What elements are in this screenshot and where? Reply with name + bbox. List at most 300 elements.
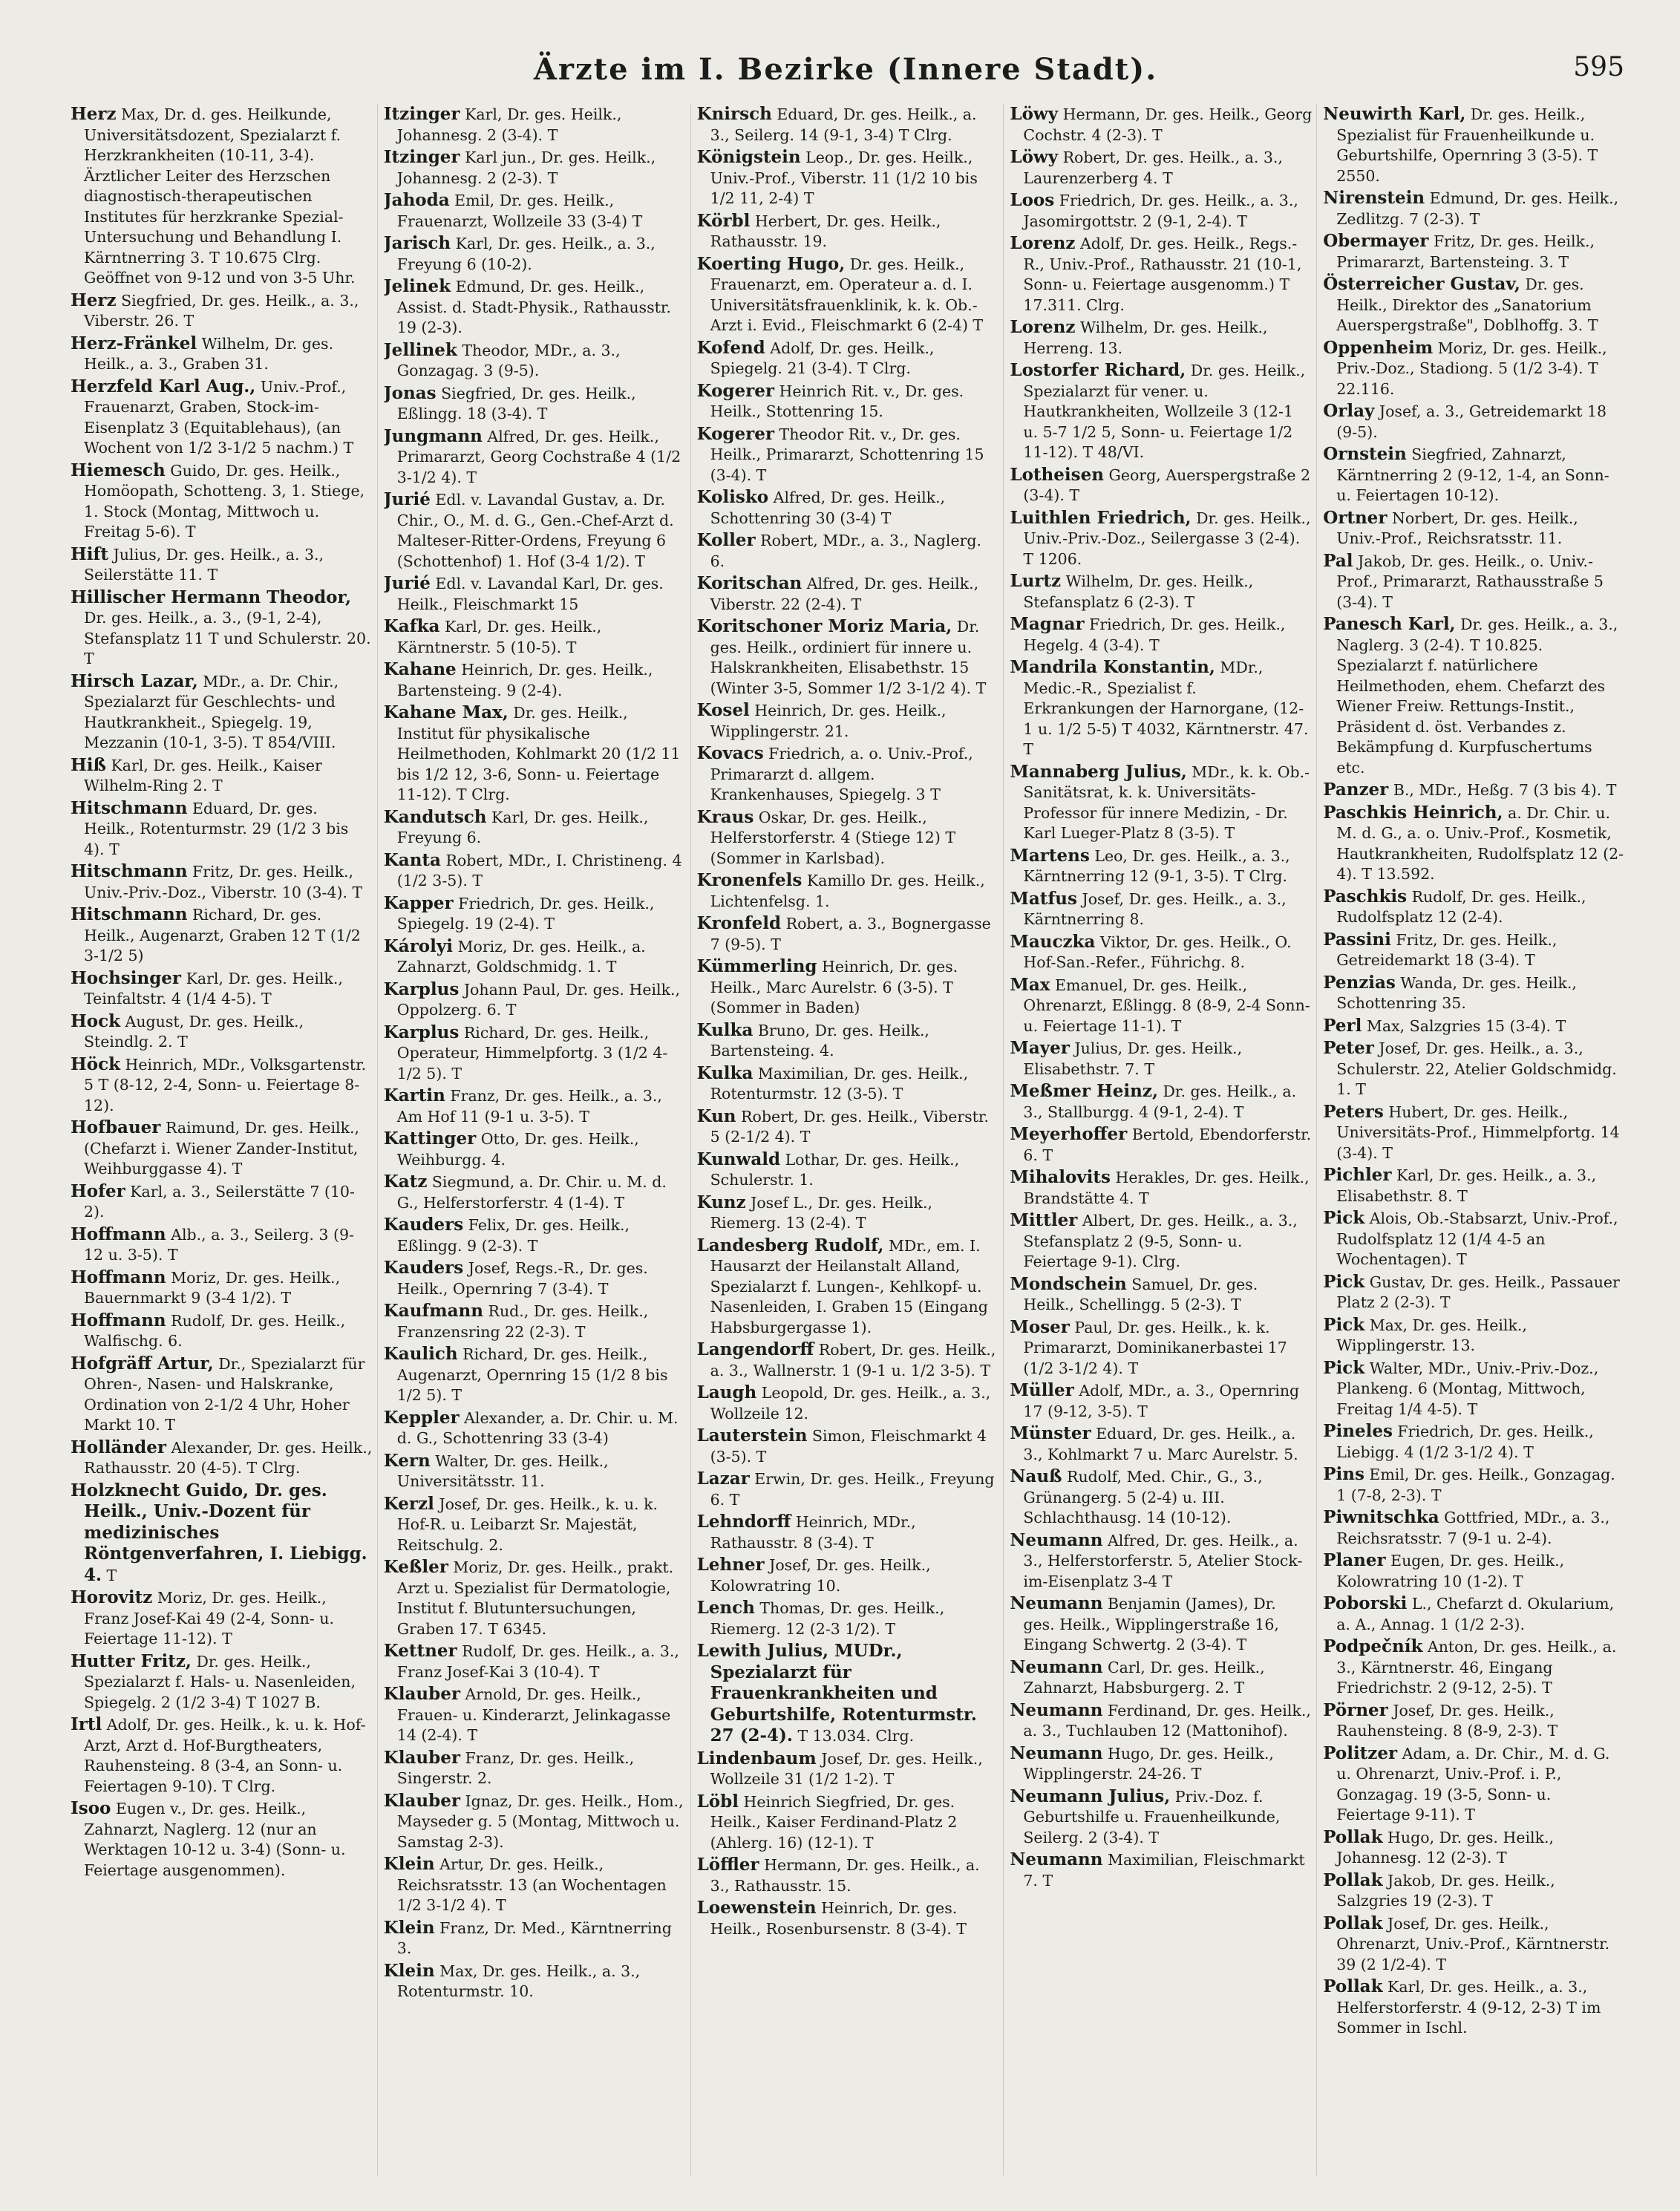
directory-entry: [1010, 762, 1312, 844]
directory-entry: [1010, 1038, 1312, 1080]
directory-entry: [384, 616, 686, 658]
entry-name: Panesch Karl,: [1323, 614, 1456, 634]
entry-details: Walter, Dr. ges. Heilk., Universitätsstr. 11.: [396, 1451, 609, 1490]
entry-name: Kogerer: [696, 380, 775, 401]
directory-entry: [71, 376, 373, 459]
directory-entry: [1010, 975, 1312, 1037]
entry-name: Kosel: [696, 700, 750, 720]
entry-details: Robert, Dr. ges. Heilk., a. 3., Wallnerstr. 1 (9-1 u. 1/2 3-5). T: [710, 1341, 996, 1379]
entry-name: Paschkis: [1323, 886, 1408, 907]
entry-details: Dr. ges. Heilk., a. 3., (9-1, 2-4), Stefansplatz 11 T und Schulerstr. 20. T: [84, 609, 371, 667]
entry-details: Eugen v., Dr. ges. Heilk., Zahnarzt, Naglerg. 12 (nur an Werktagen 10-12 u. 3-4) (Sonn- u. Feiertage ausgenommen).: [84, 1800, 346, 1879]
entry-name: Mittler: [1010, 1210, 1078, 1230]
entry-name: Herzfeld Karl Aug.,: [71, 376, 256, 396]
directory-entry: [384, 489, 686, 572]
entry-details: Dr. ges. Heilk., Spezialarzt f. Hals- u. Nasenleiden, Spiegelg. 2 (1/2 3-4) T 1027 B.: [84, 1652, 356, 1711]
entry-name: Keppler: [383, 1407, 460, 1428]
entry-details: Friedrich, a. o. Univ.-Prof., Primararzt d. allgem. Krankenhauses, Spiegelg. 3 T: [710, 745, 973, 803]
entry-name: Pichler: [1323, 1165, 1392, 1185]
directory-entry: [384, 1258, 686, 1299]
directory-entry: [384, 1085, 686, 1127]
directory-entry: [384, 1684, 686, 1746]
entry-details: Heinrich Rit. v., Dr. ges. Heilk., Stottenring 15.: [710, 382, 964, 420]
entry-name: Pineles: [1323, 1421, 1393, 1441]
entry-name: Kafka: [383, 616, 440, 636]
directory-entry: [384, 426, 686, 489]
entry-name: Mayer: [1010, 1038, 1070, 1058]
entry-details: Karl jun., Dr. ges. Heilk., Johannesg. 2 (2-3). T: [396, 148, 656, 187]
entry-name: Kartin: [383, 1085, 445, 1106]
entry-name: Hitschmann: [71, 797, 188, 818]
entry-details: Leopold, Dr. ges. Heilk., a. 3., Wollzeile 12.: [710, 1384, 991, 1423]
directory-entry: [697, 700, 999, 742]
entry-details: Alfred, Dr. ges. Heilk., Primararzt, Georg Cochstraße 4 (1/2 3-1/2 4). T: [396, 427, 682, 486]
entry-name: Hochsinger: [71, 967, 182, 988]
entry-name: Pal: [1323, 550, 1353, 571]
entry-details: T 13.034. Clrg.: [792, 1727, 915, 1745]
directory-entry: [384, 276, 686, 339]
directory-entry: [1010, 147, 1312, 189]
entry-name: Neumann: [1010, 1743, 1103, 1763]
entry-details: Dr. ges. Heilk., Spezialist für Frauenheilkunde u. Geburtshilfe, Opernring 3 (3-5). T 2550.: [1336, 105, 1598, 185]
entry-details: Carl, Dr. ges. Heilk., Zahnarzt, Habsburgerg. 2. T: [1023, 1658, 1265, 1696]
entry-name: Pick: [1323, 1314, 1365, 1335]
entry-details: Emil, Dr. ges. Heilk., Gonzagag. 1 (7-8, 2-3). T: [1336, 1466, 1615, 1504]
directory-column: [71, 104, 378, 2175]
directory-entry: [1010, 1210, 1312, 1273]
entry-details: Samuel, Dr. ges. Heilk., Schellingg. 5 (2-3). T: [1023, 1275, 1258, 1313]
directory-entry: [697, 870, 999, 912]
directory-entry: [384, 1451, 686, 1492]
directory-entry: [697, 1339, 999, 1381]
directory-entry: [384, 1557, 686, 1639]
directory-entry: [1323, 1636, 1625, 1699]
directory-column: [1323, 104, 1630, 2175]
entry-details: Karl, Dr. ges. Heilk., Kärntnerstr. 5 (10-5). T: [396, 618, 602, 656]
entry-details: Guido, Dr. ges. Heilk., Homöopath, Schotteng. 3, 1. Stiege, 1. Stock (Montag, Mittwoch u. Freitag 5-6). T: [84, 461, 365, 540]
directory-entry: [697, 807, 999, 869]
entry-name: Kettner: [383, 1641, 457, 1661]
entry-details: Dr. ges. Heilk., Univ.-Priv.-Doz., Seilergasse 3 (2-4). T 1206.: [1023, 509, 1311, 568]
directory-entry: [384, 659, 686, 701]
directory-entry: [71, 968, 373, 1010]
entry-name: Holländer: [71, 1437, 167, 1457]
entry-details: Theodor Rit. v., Dr. ges. Heilk., Primararzt, Schottenring 15 (3-4). T: [710, 425, 984, 484]
directory-entry: [697, 1063, 999, 1105]
entry-details: Arnold, Dr. ges. Heilk., Frauen- u. Kinderarzt, Jelinkagasse 14 (2-4). T: [396, 1685, 671, 1744]
directory-entry: [1010, 846, 1312, 887]
entry-details: Robert, MDr., a. 3., Naglerg. 6.: [710, 532, 982, 570]
directory-entry: [1323, 1358, 1625, 1420]
entry-name: Kronfeld: [696, 913, 782, 933]
entry-name: Isoo: [71, 1798, 111, 1818]
directory-entry: [1010, 1530, 1312, 1593]
directory-entry: [71, 1267, 373, 1309]
directory-entry: [384, 702, 686, 806]
entry-details: Wilhelm, Dr. ges. Heilk., Herreng. 13.: [1023, 319, 1268, 357]
directory-entry: [1010, 508, 1312, 570]
entry-name: Klein: [383, 1854, 435, 1874]
entry-name: Magnar: [1010, 614, 1085, 634]
directory-entry: [1010, 1380, 1312, 1422]
entry-name: Müller: [1010, 1380, 1074, 1400]
entry-details: Leo, Dr. ges. Heilk., a. 3., Kärntnerring 12 (9-1, 3-5). T Clrg.: [1023, 846, 1290, 885]
directory-entry: [1010, 233, 1312, 316]
entry-details: Artur, Dr. ges. Heilk., Reichsratsstr. 13 (an Wochentagen 1/2 3-1/2 4). T: [396, 1855, 667, 1914]
entry-name: Loos: [1010, 190, 1055, 210]
directory-column: [1010, 104, 1317, 2175]
entry-details: Heinrich, Dr. ges. Heilk., Wipplingerstr. 21.: [710, 702, 947, 740]
directory-entry: [1323, 338, 1625, 400]
entry-name: Ortner: [1323, 507, 1388, 528]
directory-entry: [1323, 1507, 1625, 1549]
entry-details: Dr. ges. Heilk., ordiniert für innere u. Halskrankheiten, Elisabethstr. 15 (Winter 3-5, Sommer 1/2 3-1/2 4). T: [710, 618, 987, 697]
directory-entry: [1010, 657, 1312, 760]
entry-details: Friedrich, Dr. ges. Heilk., Hegelg. 4 (3-4). T: [1023, 615, 1286, 654]
entry-details: Alfred, Dr. ges. Heilk., Viberstr. 22 (2-4). T: [710, 575, 979, 613]
entry-name: Meßmer Heinz,: [1010, 1081, 1158, 1101]
entry-details: Otto, Dr. ges. Heilk., Weihburgg. 4.: [396, 1130, 639, 1169]
entry-name: Irtl: [71, 1714, 102, 1734]
directory-entry: [1323, 803, 1625, 885]
entry-details: Fritz, Dr. ges. Heilk., Primararzt, Bartensteing. 3. T: [1336, 232, 1595, 271]
directory-entry: [1010, 1167, 1312, 1209]
directory-entry: [71, 544, 373, 586]
directory-entry: [71, 798, 373, 860]
entry-name: Kunz: [696, 1192, 746, 1212]
entry-details: Richard, Dr. ges. Heilk., Operateur, Himmelpfortg. 3 (1/2 4-1/2 5). T: [396, 1023, 668, 1082]
directory-entry: [384, 1961, 686, 2002]
entry-name: Klauber: [383, 1790, 460, 1811]
entry-name: Herz: [71, 104, 117, 124]
directory-entry: [384, 807, 686, 849]
entry-details: Alois, Ob.-Stabsarzt, Univ.-Prof., Rudolfsplatz 12 (1/4 4-5 an Wochentagen). T: [1336, 1209, 1618, 1268]
entry-details: Franz, Dr. ges. Heilk., Singerstr. 2.: [396, 1748, 635, 1787]
entry-name: Klauber: [383, 1747, 460, 1768]
directory-entry: [697, 1641, 999, 1747]
entry-details: Franz, Dr. ges. Heilk., a. 3., Am Hof 11 (9-1 u. 3-5). T: [396, 1087, 662, 1126]
directory-entry: [71, 1117, 373, 1180]
entry-details: Dr. ges. Heilk., a. 3., Naglerg. 3 (2-4). T 10.825. Spezialarzt f. natürlichere Heilmethoden, ehem. Chefarzt des Wiener Freiw. Rettungs-Instit., Präsident d. öst. Verbandes z. Bekämpfung d. Kurpfuschertums etc.: [1336, 615, 1618, 777]
directory-entry: [1323, 188, 1625, 229]
directory-entry: [1323, 274, 1625, 336]
entry-name: Koritschan: [696, 573, 803, 593]
directory-entry: [697, 338, 999, 379]
entry-name: Hiemesch: [71, 460, 166, 480]
entry-name: Klauber: [383, 1684, 460, 1704]
entry-name: Loewenstein: [696, 1898, 817, 1918]
entry-details: Rudolf, Dr. ges. Heilk., a. 3., Franz Josef-Kai 3 (10-4). T: [396, 1642, 679, 1681]
entry-details: Dr. ges. Heilk., Spezialarzt für vener. u. Hautkrankheiten, Wollzeile 3 (12-1 u. 5-7 1/2 5, Sonn- u. Feiertage 1/2 11-12). T 48/VI.: [1023, 362, 1306, 461]
directory-entry: [1010, 1743, 1312, 1785]
entry-details: Robert, a. 3., Bognergasse 7 (9-5). T: [710, 915, 991, 953]
directory-entry: [1323, 551, 1625, 613]
entry-name: Jellinek: [383, 339, 457, 360]
directory-entry: [71, 1798, 373, 1881]
entry-details: Heinrich Siegfried, Dr. ges. Heilk., Kaiser Ferdinand-Platz 2 (Ahlerg. 16) (12-1). T: [710, 1792, 958, 1852]
entry-details: Julius, Dr. ges. Heilk., a. 3., Seilerstätte 11. T: [84, 545, 324, 584]
directory-entry: [384, 147, 686, 189]
entry-name: Panzer: [1323, 780, 1389, 800]
directory-entry: [1323, 1102, 1625, 1164]
entry-name: Hutter Fritz,: [71, 1650, 192, 1671]
entry-name: Orlay: [1323, 401, 1375, 421]
entry-details: Hermann, Dr. ges. Heilk., a. 3., Rathausstr. 15.: [710, 1856, 980, 1895]
directory-entry: [1323, 930, 1625, 971]
entry-details: Georg, Auerspergstraße 2 (3-4). T: [1023, 466, 1311, 504]
entry-details: Richard, Dr. ges. Heilk., Augenarzt, Opernring 15 (1/2 8 bis 1/2 5). T: [396, 1345, 668, 1404]
entry-details: Franz, Dr. Med., Kärntnerring 3.: [396, 1918, 672, 1957]
entry-name: Holzknecht Guido, Dr. ges. Heilk., Univ.-Dozent für medizinisches Röntgenverfahren, I. Liebigg. 4.: [71, 1480, 367, 1585]
entry-details: T: [102, 1566, 117, 1584]
entry-details: Maximilian, Dr. ges. Heilk., Rotenturmstr. 12 (3-5). T: [710, 1064, 969, 1103]
directory-entry: [1010, 1124, 1312, 1166]
entry-name: Jungmann: [383, 425, 483, 446]
directory-entry: [697, 104, 999, 146]
directory-entry: [384, 1918, 686, 1959]
entry-name: Hofgräff Artur,: [71, 1353, 214, 1374]
entry-details: Benjamin (James), Dr. ges. Heilk., Wipplingerstraße 16, Eingang Schwertg. 2 (3-4). T: [1023, 1595, 1279, 1653]
entry-details: Albert, Dr. ges. Heilk., a. 3., Stefansplatz 2 (9-5, Sonn- u. Feiertage 9-1). Clrg.: [1023, 1212, 1298, 1270]
directory-entry: [1323, 1016, 1625, 1037]
entry-name: Károlyi: [383, 935, 453, 956]
directory-column: [697, 104, 1004, 2175]
entry-name: Hofer: [71, 1180, 125, 1201]
directory-entry: [71, 460, 373, 543]
entry-name: Penzias: [1323, 972, 1396, 993]
entry-details: Lothar, Dr. ges. Heilk., Schulerstr. 1.: [710, 1150, 960, 1189]
entry-name: Pick: [1323, 1208, 1365, 1228]
entry-details: Max, Dr. d. ges. Heilkunde, Universitätsdozent, Spezialarzt f. Herzkrankheiten (10-11, 3-4). Ärztlicher Leiter des Herzschen diagnostisch-therapeutischen Institutes für herzkranke Spezial-Untersuchung und Behandlung I. Kärntnerring 3. T 10.675 Clrg. Geöffnet von 9-12 und von 3-5 Uhr.: [84, 105, 356, 287]
entry-name: Jurié: [383, 573, 431, 593]
entry-details: Bruno, Dr. ges. Heilk., Bartensteing. 4.: [710, 1021, 929, 1059]
directory-entry: [697, 1748, 999, 1790]
entry-details: B., MDr., Heßg. 7 (3 bis 4). T: [1388, 781, 1617, 799]
entry-name: Kauders: [383, 1215, 464, 1235]
entry-details: Hugo, Dr. ges. Heilk., Johannesg. 12 (2-3). T: [1336, 1828, 1555, 1867]
entry-details: Richard, Dr. ges. Heilk., Augenarzt, Graben 12 T (1/2 3-1/2 5): [84, 906, 361, 964]
directory-entry: [697, 1149, 999, 1191]
entry-name: Lotheisen: [1010, 464, 1104, 485]
directory-entry: [71, 1651, 373, 1714]
entry-name: Kunwald: [696, 1149, 781, 1169]
entry-details: Edl. v. Lavandal Gustav, a. Dr. Chir., O., M. d. G., Gen.-Chef-Arzt d. Malteser-Ritter-Ordens, Freyung 6 (Schottenhof) 1. Hof (3-4 1/2). T: [396, 491, 674, 570]
entry-name: Lewith Julius, MUDr., Spezialarzt für Frauenkrankheiten und Geburtshilfe, Rotenturmstr. 27 (2-4).: [696, 1641, 977, 1745]
entry-details: Siegfried, Dr. ges. Heilk., Eßlingg. 18 (3-4). T: [396, 384, 636, 422]
entry-details: Dr., Spezialarzt für Ohren-, Nasen- und Halskranke, Ordination von 2-1/2 4 Uhr, Hoher Markt 10. T: [84, 1354, 365, 1434]
directory-entry: [1323, 1315, 1625, 1356]
entry-details: Ignaz, Dr. ges. Heilk., Hom., Mayseder g. 5 (Montag, Mittwoch u. Samstag 2-3).: [396, 1792, 684, 1851]
entry-name: Hock: [71, 1010, 121, 1031]
directory-entry: [1323, 973, 1625, 1014]
directory-entry: [697, 1898, 999, 1939]
entry-name: Lehner: [696, 1555, 765, 1575]
entry-name: Neumann: [1010, 1656, 1103, 1677]
entry-details: Adolf, MDr., a. 3., Opernring 17 (9-12, 3-5). T: [1023, 1382, 1300, 1420]
entry-name: Neumann: [1010, 1849, 1103, 1869]
entry-details: Josef, Dr. ges. Heilk., Kolowratring 10.: [710, 1556, 931, 1595]
entry-details: Thomas, Dr. ges. Heilk., Riemerg. 12 (2-3 1/2). T: [710, 1599, 945, 1638]
entry-details: Leop., Dr. ges. Heilk., Univ.-Prof., Viberstr. 11 (1/2 10 bis 1/2 11, 2-4) T: [710, 148, 978, 207]
entry-name: Neuwirth Karl,: [1323, 104, 1466, 124]
entry-name: Hiß: [71, 754, 106, 775]
directory-entry: [1323, 1464, 1625, 1506]
entry-name: Politzer: [1323, 1743, 1398, 1763]
entry-details: Heinrich, Dr. ges. Heilk., Marc Aurelstr. 6 (3-5). T (Sommer in Baden): [710, 958, 958, 1016]
entry-name: Kovacs: [696, 743, 764, 763]
entry-details: Paul, Dr. ges. Heilk., k. k. Primararzt, Dominikanerbastei 17 (1/2 3-1/2 4). T: [1023, 1318, 1287, 1377]
entry-details: Viktor, Dr. ges. Heilk., O. Hof-San.-Refer., Führichg. 8.: [1023, 933, 1292, 971]
entry-name: Meyerhoffer: [1010, 1124, 1128, 1144]
entry-name: Hofbauer: [71, 1117, 161, 1137]
entry-name: Nirenstein: [1323, 188, 1425, 208]
entry-details: Hugo, Dr. ges. Heilk., Wipplingerstr. 24-26. T: [1023, 1744, 1274, 1783]
entry-name: Kümmerling: [696, 956, 817, 976]
directory-entry: [697, 956, 999, 1019]
entry-details: Eduard, Dr. ges. Heilk., Rotenturmstr. 29 (1/2 3 bis 4). T: [84, 799, 349, 858]
directory-entry: [71, 1714, 373, 1797]
entry-details: Karl, Dr. ges. Heilk., Johannesg. 2 (3-4). T: [396, 105, 622, 144]
entry-name: Luithlen Friedrich,: [1010, 507, 1192, 528]
entry-name: Peters: [1323, 1101, 1384, 1122]
entry-name: Lazar: [696, 1469, 750, 1489]
entry-details: Wanda, Dr. ges. Heilk., Schottenring 35.: [1336, 973, 1577, 1012]
entry-name: Kulka: [696, 1062, 754, 1083]
entry-details: Karl, Dr. ges. Heilk., Freyung 6.: [396, 808, 649, 846]
entry-details: Heinrich, MDr., Volksgartenstr. 5 T (8-12, 2-4, Sonn- u. Feiertage 8-12).: [84, 1055, 367, 1114]
entry-details: Jakob, Dr. ges. Heilk., Salzgries 19 (2-3). T: [1336, 1871, 1555, 1910]
directory-entry: [697, 573, 999, 615]
entry-name: Peter: [1323, 1038, 1374, 1058]
directory-entry: [697, 1235, 999, 1339]
entry-details: Moriz, Dr. ges. Heilk., Priv.-Doz., Stadiong. 5 (1/2 3-4). T 22.116.: [1336, 339, 1607, 398]
entry-name: Herz: [71, 290, 117, 310]
directory-entry: [1010, 1657, 1312, 1699]
entry-name: Klein: [383, 1917, 435, 1938]
entry-name: Hitschmann: [71, 904, 188, 924]
entry-details: Fritz, Dr. ges. Heilk., Univ.-Priv.-Doz., Viberstr. 10 (3-4). T: [84, 863, 363, 901]
entry-name: Neumann Julius,: [1010, 1786, 1171, 1806]
entry-details: Friedrich, Dr. ges. Heilk., a. 3., Jasomirgottstr. 2 (9-1, 2-4). T: [1023, 192, 1298, 230]
entry-name: Hoffmann: [71, 1310, 166, 1330]
entry-name: Jonas: [383, 382, 437, 403]
entry-details: Simon, Fleischmarkt 4 (3-5). T: [710, 1427, 987, 1466]
directory-entry: [1010, 932, 1312, 973]
entry-name: Hirsch Lazar,: [71, 670, 198, 691]
directory-entry: [697, 211, 999, 252]
directory-entry: [384, 383, 686, 425]
entry-details: Julius, Dr. ges. Heilk., Elisabethstr. 7. T: [1023, 1039, 1243, 1078]
directory-entry: [384, 893, 686, 935]
directory-entry: [1323, 1593, 1625, 1635]
directory-entry: [1010, 360, 1312, 463]
entry-details: Heinrich, MDr., Rathausstr. 8 (3-4). T: [710, 1513, 916, 1552]
entry-name: Pollak: [1323, 1826, 1383, 1847]
entry-details: Ferdinand, Dr. ges. Heilk., a. 3., Tuchlauben 12 (Mattonihof).: [1023, 1701, 1311, 1740]
directory-entry: [71, 671, 373, 754]
directory-entry: [1010, 1081, 1312, 1123]
directory-entry: [71, 1224, 373, 1266]
page-number: 595: [1573, 52, 1624, 82]
entry-details: Alb., a. 3., Seilerg. 3 (9-12 u. 3-5). T: [84, 1225, 354, 1264]
directory-entry: [697, 1192, 999, 1234]
entry-details: MDr., k. k. Ob.-Sanitätsrat, k. k. Universitäts-Professor für innere Medizin, - Dr. Karl Lueger-Platz 8 (3-5). T: [1023, 762, 1310, 842]
entry-name: Mauczka: [1010, 931, 1096, 952]
page-header: [67, 52, 1624, 97]
directory-entry: [1323, 1700, 1625, 1742]
directory-entry: [1010, 1317, 1312, 1379]
entry-name: Kogerer: [696, 423, 775, 444]
entry-details: Alfred, Dr. ges. Heilk., Schottenring 30 (3-4) T: [710, 489, 946, 527]
entry-name: Kolisko: [696, 487, 769, 507]
entry-details: Rudolf, Med. Chir., G., 3., Grünangerg. 5 (2-4) u. III. Schlachthausg. 14 (10-12).: [1023, 1468, 1263, 1526]
entry-name: Lurtz: [1010, 571, 1062, 591]
directory-entry: [1323, 1743, 1625, 1826]
entry-details: Maximilian, Fleischmarkt 7. T: [1023, 1851, 1305, 1890]
directory-entry: [697, 1855, 999, 1896]
directory-entry: [1010, 614, 1312, 656]
directory-entry: [1010, 1849, 1312, 1891]
directory-entry: [71, 755, 373, 797]
entry-name: Obermayer: [1323, 231, 1429, 251]
entry-details: Felix, Dr. ges. Heilk., Eßlingg. 9 (2-3). T: [396, 1216, 630, 1255]
entry-details: Siegfried, Dr. ges. Heilk., a. 3., Viberstr. 26. T: [84, 291, 359, 330]
directory-entry: [697, 1382, 999, 1424]
directory-entry: [71, 1011, 373, 1053]
entry-name: Löbl: [696, 1791, 739, 1812]
directory-entry: [697, 1792, 999, 1854]
entry-name: Lauterstein: [696, 1425, 808, 1446]
directory-entry: [1323, 444, 1625, 506]
entry-name: Kattinger: [383, 1129, 477, 1149]
entry-name: Karplus: [383, 979, 460, 999]
entry-details: Johann Paul, Dr. ges. Heilk., Oppolzerg. 6. T: [396, 980, 681, 1019]
entry-name: Hitschmann: [71, 861, 188, 881]
entry-details: Gustav, Dr. ges. Heilk., Passauer Platz 2 (2-3). T: [1336, 1273, 1620, 1311]
entry-name: Max: [1010, 974, 1050, 995]
entry-name: Kaufmann: [383, 1301, 483, 1321]
directory-entry: [1323, 886, 1625, 928]
directory-entry: [1323, 231, 1625, 272]
entry-details: Max, Dr. ges. Heilk., a. 3., Rotenturmstr. 10.: [396, 1962, 641, 2000]
entry-details: Dr. ges. Heilk., Direktor des „Sanatorium Auerspergstraße", Doblhoffg. 3. T: [1336, 275, 1598, 334]
entry-name: Kapper: [383, 892, 454, 913]
directory-entry: [697, 530, 999, 572]
directory-entry: [71, 1353, 373, 1436]
entry-details: August, Dr. ges. Heilk., Steindlg. 2. T: [84, 1012, 304, 1051]
entry-details: Adolf, Dr. ges. Heilk., Spiegelg. 21 (3-4). T Clrg.: [710, 339, 935, 377]
entry-name: Pörner: [1323, 1699, 1388, 1720]
entry-name: Horovitz: [71, 1587, 153, 1607]
entry-name: Itzinger: [383, 147, 460, 167]
entry-name: Pins: [1323, 1464, 1364, 1484]
entry-details: Emil, Dr. ges. Heilk., Frauenarzt, Wollzeile 33 (3-4) T: [396, 192, 643, 230]
entry-name: Laugh: [696, 1382, 757, 1402]
entry-details: Friedrich, Dr. ges. Heilk., Spiegelg. 19 (2-4). T: [396, 894, 655, 933]
entry-name: Kraus: [696, 806, 754, 827]
directory-entry: [1010, 889, 1312, 930]
entry-details: Adam, a. Dr. Chir., M. d. G. u. Ohrenarzt, Univ.-Prof. i. P., Gonzagag. 19 (3-5, Sonn- u. Feiertage 9-11). T: [1336, 1744, 1610, 1823]
directory-entry: [384, 1748, 686, 1789]
directory-entry: [384, 1791, 686, 1853]
directory-entry: [384, 104, 686, 146]
entry-details: Hubert, Dr. ges. Heilk., Universitäts-Prof., Himmelpfortg. 14 (3-4). T: [1336, 1103, 1620, 1162]
entry-details: Robert, Dr. ges. Heilk., a. 3., Laurenzerberg 4. T: [1023, 148, 1283, 187]
entry-details: Emanuel, Dr. ges. Heilk., Ohrenarzt, Eßlingg. 8 (8-9, 2-4 Sonn- u. Feiertage 11-1). T: [1023, 976, 1310, 1035]
directory-entry: [71, 1181, 373, 1223]
entry-details: Josef, a. 3., Getreidemarkt 18 (9-5).: [1336, 402, 1607, 441]
directory-entry: [1323, 1550, 1625, 1592]
